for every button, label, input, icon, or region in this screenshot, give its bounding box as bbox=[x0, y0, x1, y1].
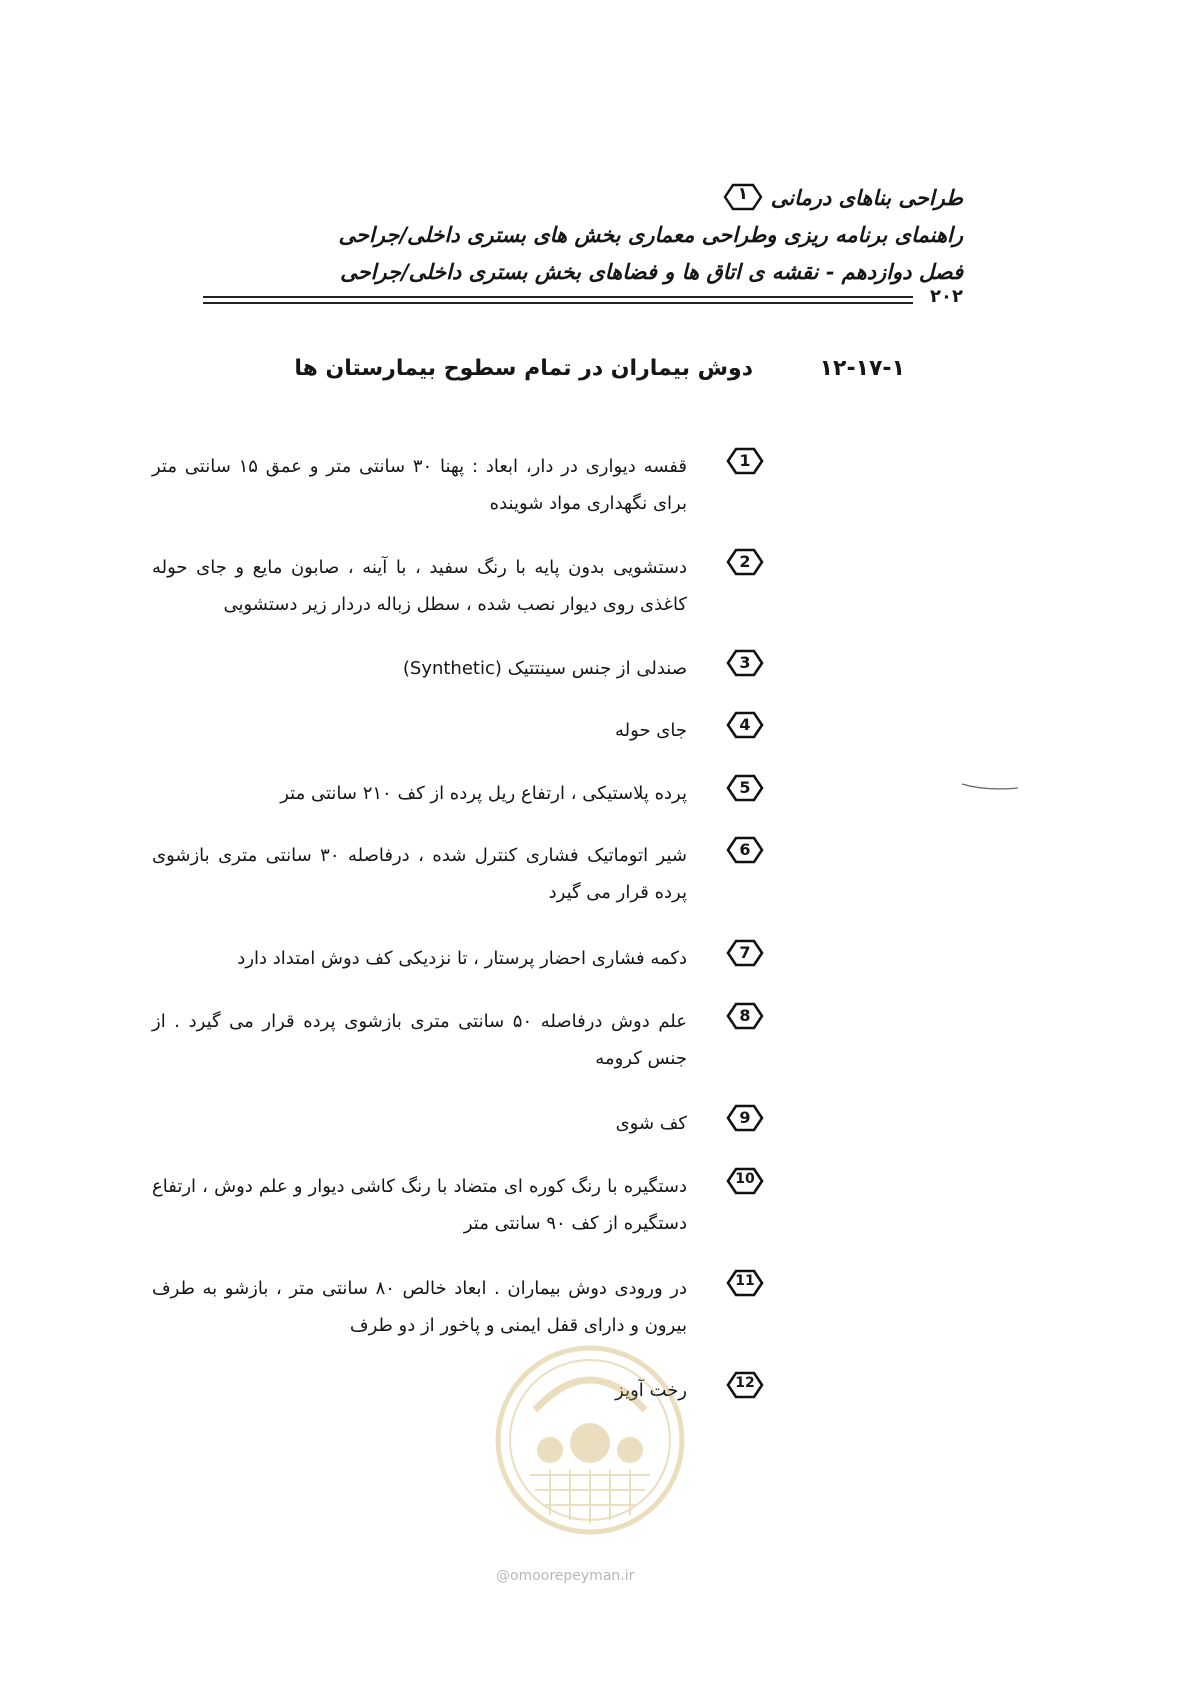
item-text: در ورودی دوش بیماران . ابعاد خالص ۸۰ سانتی متر ، بازشو به طرف بیرون و دارای قفل ایمنی و پاخور از دو طرف bbox=[152, 1278, 687, 1336]
item-text: قفسه دیواری در دار، ابعاد : پهنا ۳۰ سانتی متر و عمق ۱۵ سانتی متر برای نگهداری مواد شوینده bbox=[152, 456, 687, 514]
section-title: دوش بیماران در تمام سطوح بیمارستان ها bbox=[294, 356, 753, 381]
item-number-badge bbox=[725, 1166, 765, 1196]
item-number-badge bbox=[725, 1268, 765, 1298]
item-number-badge bbox=[725, 710, 765, 740]
scan-mark bbox=[960, 780, 1020, 792]
item-text: دکمه فشاری احضار پرستار ، تا نزدیکی کف دوش امتداد دارد bbox=[237, 948, 687, 969]
item-number: 2 bbox=[739, 552, 751, 571]
item-number-badge bbox=[725, 835, 765, 865]
header-line-2: راهنمای برنامه ریزی وطراحی معماری بخش های بستری داخلی/جراحی bbox=[338, 222, 963, 247]
item-number-badge bbox=[725, 1370, 765, 1400]
watermark-logo bbox=[490, 1325, 690, 1555]
item-number-badge bbox=[725, 648, 765, 678]
item-number-badge bbox=[725, 1103, 765, 1133]
item-number: 6 bbox=[739, 840, 751, 859]
header-line-3: فصل دوازدهم - نقشه ی اتاق ها و فضاهای بخش بستری داخلی/جراحی bbox=[340, 259, 963, 284]
volume-badge-number: ۱ bbox=[737, 184, 748, 204]
item-number: 1 bbox=[739, 451, 751, 470]
item-number-badge bbox=[725, 938, 765, 968]
watermark-url: @omoorepeyman.ir bbox=[496, 1568, 635, 1584]
item-number: 9 bbox=[739, 1108, 751, 1127]
item-text: پرده پلاستیکی ، ارتفاع ریل پرده از کف ۲۱۰ سانتی متر bbox=[280, 783, 687, 804]
item-text: دستگیره با رنگ کوره ای متضاد با رنگ کاشی دیوار و علم دوش ، ارتفاع دستگیره از کف ۹۰ سانتی متر bbox=[152, 1176, 687, 1234]
item-number: 12 bbox=[735, 1375, 755, 1391]
volume-badge bbox=[723, 183, 763, 211]
item-text: دستشویی بدون پایه با رنگ سفید ، با آینه ، صابون مایع و جای حوله کاغذی روی دیوار نصب شده ، سطل زباله دردار زیر دستشویی bbox=[152, 557, 687, 615]
item-text: علم دوش درفاصله ۵۰ سانتی متری بازشوی پرده قرار می گیرد . از جنس کرومه bbox=[152, 1011, 687, 1069]
item-number: 3 bbox=[739, 653, 751, 672]
item-number: 8 bbox=[739, 1006, 751, 1025]
item-number: 10 bbox=[735, 1171, 755, 1187]
page-number: ۲۰۲ bbox=[924, 286, 965, 307]
item-number: 7 bbox=[739, 943, 751, 962]
item-text: رخت آویز bbox=[615, 1380, 687, 1401]
item-number: 4 bbox=[739, 715, 751, 734]
item-number-badge bbox=[725, 547, 765, 577]
item-text: صندلی از جنس سینتتیک (Synthetic) bbox=[402, 658, 687, 679]
item-number: 11 bbox=[735, 1273, 755, 1289]
item-text: کف شوی bbox=[615, 1113, 687, 1134]
item-text: جای حوله bbox=[615, 720, 687, 741]
header-rule bbox=[203, 296, 913, 304]
book-title: طراحی بناهای درمانی bbox=[770, 184, 963, 210]
item-text: شیر اتوماتیک فشاری کنترل شده ، درفاصله ۳۰ سانتی متری بازشوی پرده قرار می گیرد bbox=[152, 845, 687, 903]
item-number: 5 bbox=[739, 778, 751, 797]
item-number-badge bbox=[725, 1001, 765, 1031]
header-line-1 bbox=[243, 183, 963, 211]
section-number: ۱۲-۱۷-۱ bbox=[819, 356, 905, 381]
item-number-badge bbox=[725, 773, 765, 803]
item-number-badge bbox=[725, 446, 765, 476]
